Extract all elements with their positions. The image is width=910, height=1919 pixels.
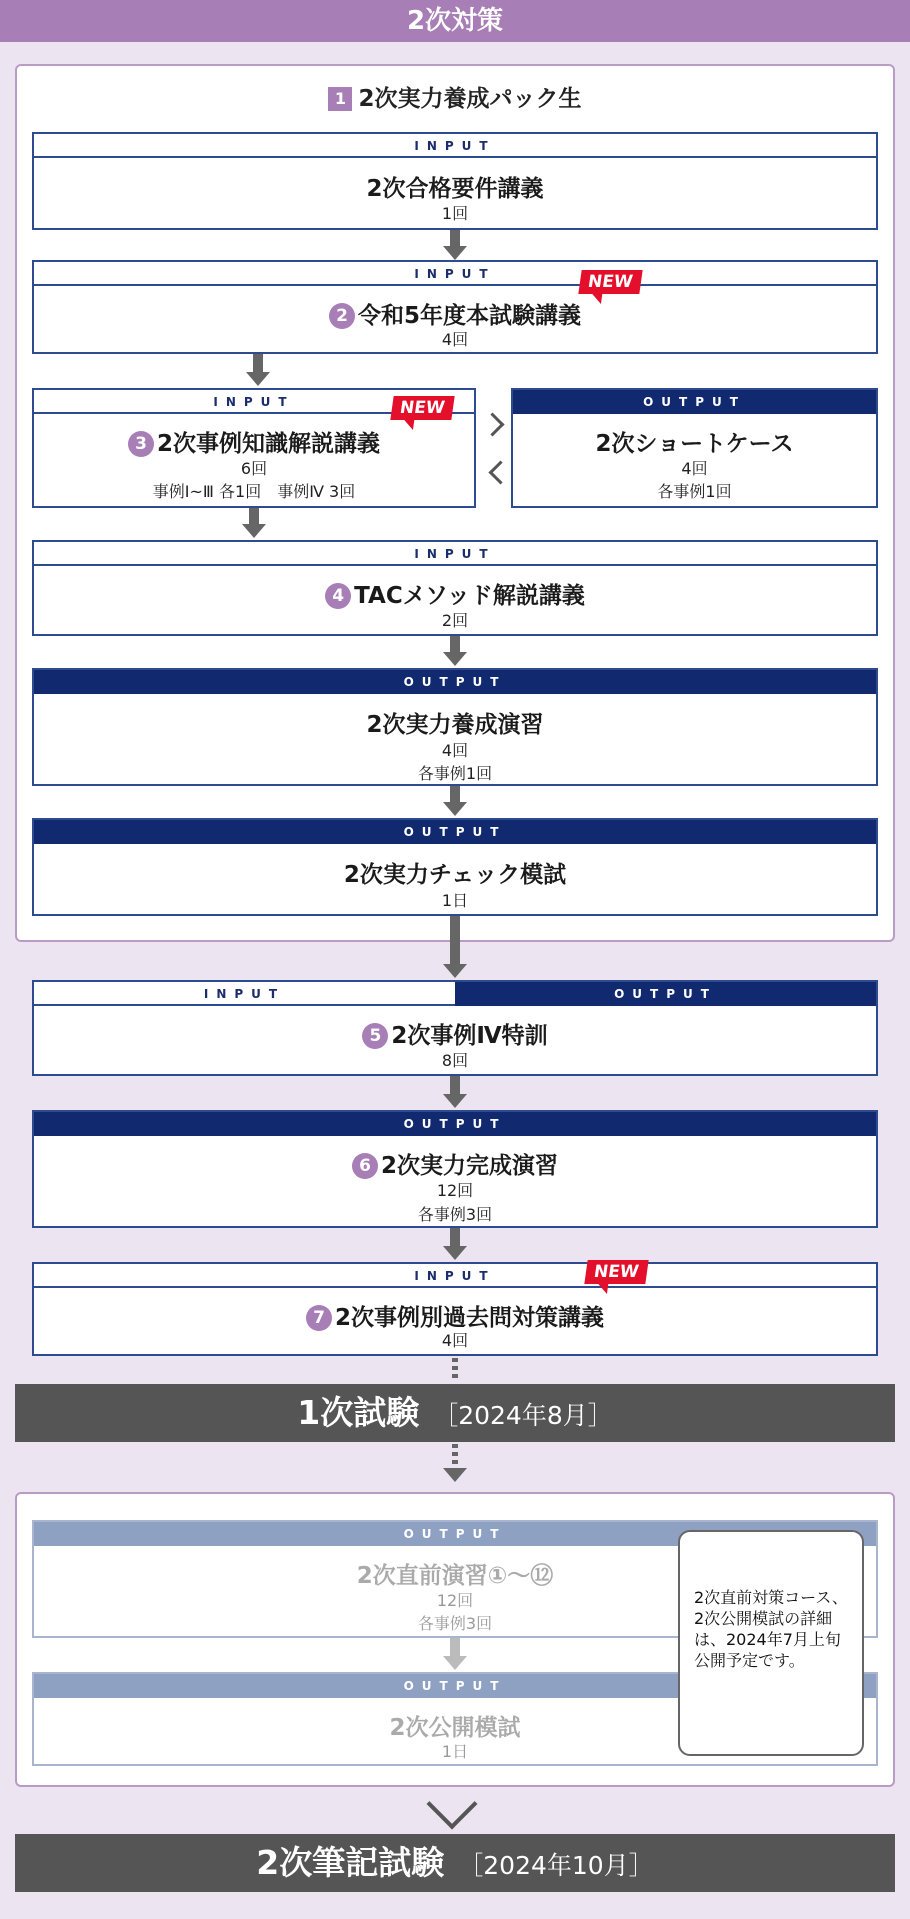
flow-arrow bbox=[443, 1076, 467, 1108]
step-title bbox=[34, 1147, 876, 1180]
output-tag: OUTPUT bbox=[455, 982, 876, 1006]
pack-title bbox=[15, 80, 895, 113]
step-box-5 bbox=[32, 980, 878, 1076]
output-tag: OUTPUT bbox=[513, 390, 876, 414]
step-title: 2次公開模試 bbox=[389, 1715, 521, 1741]
step-count: 1回 bbox=[441, 204, 469, 223]
step-count: 1日 bbox=[441, 1742, 469, 1761]
step-title-text: TACメソッド解説講義 bbox=[354, 583, 585, 609]
step-box-3b bbox=[511, 388, 878, 508]
output-tag: OUTPUT bbox=[34, 1112, 876, 1136]
step-box-4b bbox=[32, 668, 878, 786]
output-tag: OUTPUT bbox=[34, 1674, 876, 1698]
flow-arrow bbox=[443, 786, 467, 816]
step-title-text: 2次事例Ⅳ特訓 bbox=[391, 1023, 548, 1049]
input-tag: INPUT bbox=[34, 134, 876, 158]
dotted-connector bbox=[452, 1444, 458, 1468]
output-tag: OUTPUT bbox=[34, 1522, 876, 1546]
exam1-title: 1次試験 bbox=[297, 1393, 420, 1432]
flow-arrow bbox=[443, 1466, 467, 1482]
step-title-text: 2次事例知識解説講義 bbox=[156, 431, 380, 457]
output-tag: OUTPUT bbox=[34, 670, 876, 694]
step-number-badge: 3 bbox=[128, 431, 154, 457]
step-number-badge: 5 bbox=[362, 1023, 388, 1049]
new-badge: NEW bbox=[584, 1260, 648, 1284]
step-box-4 bbox=[32, 540, 878, 636]
step-title bbox=[34, 1017, 876, 1050]
step-title-text: 2次事例別過去問対策講義 bbox=[334, 1305, 604, 1331]
new-badge: NEW bbox=[390, 396, 454, 420]
input-tag: INPUT bbox=[34, 982, 455, 1006]
step-box-2 bbox=[32, 260, 878, 354]
input-tag: INPUT bbox=[34, 262, 876, 286]
flow-arrow bbox=[242, 508, 266, 538]
step-title: 2次合格要件講義 bbox=[366, 176, 544, 202]
input-tag: INPUT bbox=[34, 390, 474, 414]
step-number-badge: 4 bbox=[325, 583, 351, 609]
flow-arrow bbox=[443, 916, 467, 978]
step-title-text: 令和5年度本試験講義 bbox=[357, 303, 581, 329]
step-detail: 事例Ⅰ~Ⅲ 各1回 事例Ⅳ 3回 bbox=[152, 482, 356, 501]
input-tag: INPUT bbox=[34, 1264, 876, 1288]
note-callout: 2次直前対策コース、2次公開模試の詳細は、2024年7月上旬公開予定です。 bbox=[678, 1530, 864, 1756]
exam2-title: 2次筆記試験 bbox=[256, 1843, 445, 1882]
step-number-badge: 2 bbox=[329, 303, 355, 329]
exam2-date: ［2024年10月］ bbox=[458, 1851, 654, 1880]
step-title: 2次実力養成演習 bbox=[366, 712, 544, 738]
step-title: 2次実力チェック模試 bbox=[343, 862, 567, 888]
flow-arrow bbox=[443, 1638, 467, 1670]
step-count: 12回 bbox=[436, 1181, 474, 1200]
input-tag: INPUT bbox=[34, 542, 876, 566]
dotted-connector bbox=[452, 1358, 458, 1382]
step-detail: 各事例3回 bbox=[417, 1205, 493, 1224]
step-count: 1日 bbox=[441, 891, 469, 910]
step-count: 4回 bbox=[441, 330, 469, 349]
flow-arrow bbox=[443, 1228, 467, 1260]
step-count: 12回 bbox=[436, 1591, 474, 1610]
step-count: 4回 bbox=[681, 459, 708, 478]
section-header: 2次対策 bbox=[0, 0, 910, 42]
step-count: 4回 bbox=[441, 1331, 469, 1350]
exam1-bar bbox=[15, 1384, 895, 1442]
step-title-text: 2次実力完成演習 bbox=[380, 1153, 558, 1179]
step-box-6 bbox=[32, 1110, 878, 1228]
step-detail: 各事例3回 bbox=[417, 1614, 493, 1633]
step-box-1 bbox=[32, 132, 878, 230]
step-count: 8回 bbox=[441, 1051, 469, 1070]
flow-arrow bbox=[443, 230, 467, 260]
step-title: 2次直前演習①～⑫ bbox=[356, 1563, 554, 1589]
pack-number-badge: 1 bbox=[328, 87, 352, 111]
step-detail: 各事例1回 bbox=[657, 482, 732, 501]
step-count: 4回 bbox=[441, 741, 469, 760]
step-box-7 bbox=[32, 1262, 878, 1356]
step-count: 6回 bbox=[240, 459, 268, 478]
step-title: 2次ショートケース bbox=[595, 431, 794, 457]
new-badge: NEW bbox=[578, 270, 642, 294]
flow-arrow bbox=[246, 354, 270, 386]
step-detail: 各事例1回 bbox=[417, 764, 493, 783]
exam2-bar bbox=[15, 1834, 895, 1892]
pack-title-text: 2次実力養成パック生 bbox=[358, 86, 582, 112]
step-title bbox=[34, 297, 876, 330]
step-number-badge: 6 bbox=[352, 1153, 378, 1179]
step-count: 2回 bbox=[441, 611, 469, 630]
output-tag: OUTPUT bbox=[34, 820, 876, 844]
step-number-badge: 7 bbox=[306, 1305, 332, 1331]
flow-arrow bbox=[443, 636, 467, 666]
step-title bbox=[34, 577, 876, 610]
exam1-date: ［2024年8月］ bbox=[433, 1401, 613, 1430]
step-box-4c bbox=[32, 818, 878, 916]
